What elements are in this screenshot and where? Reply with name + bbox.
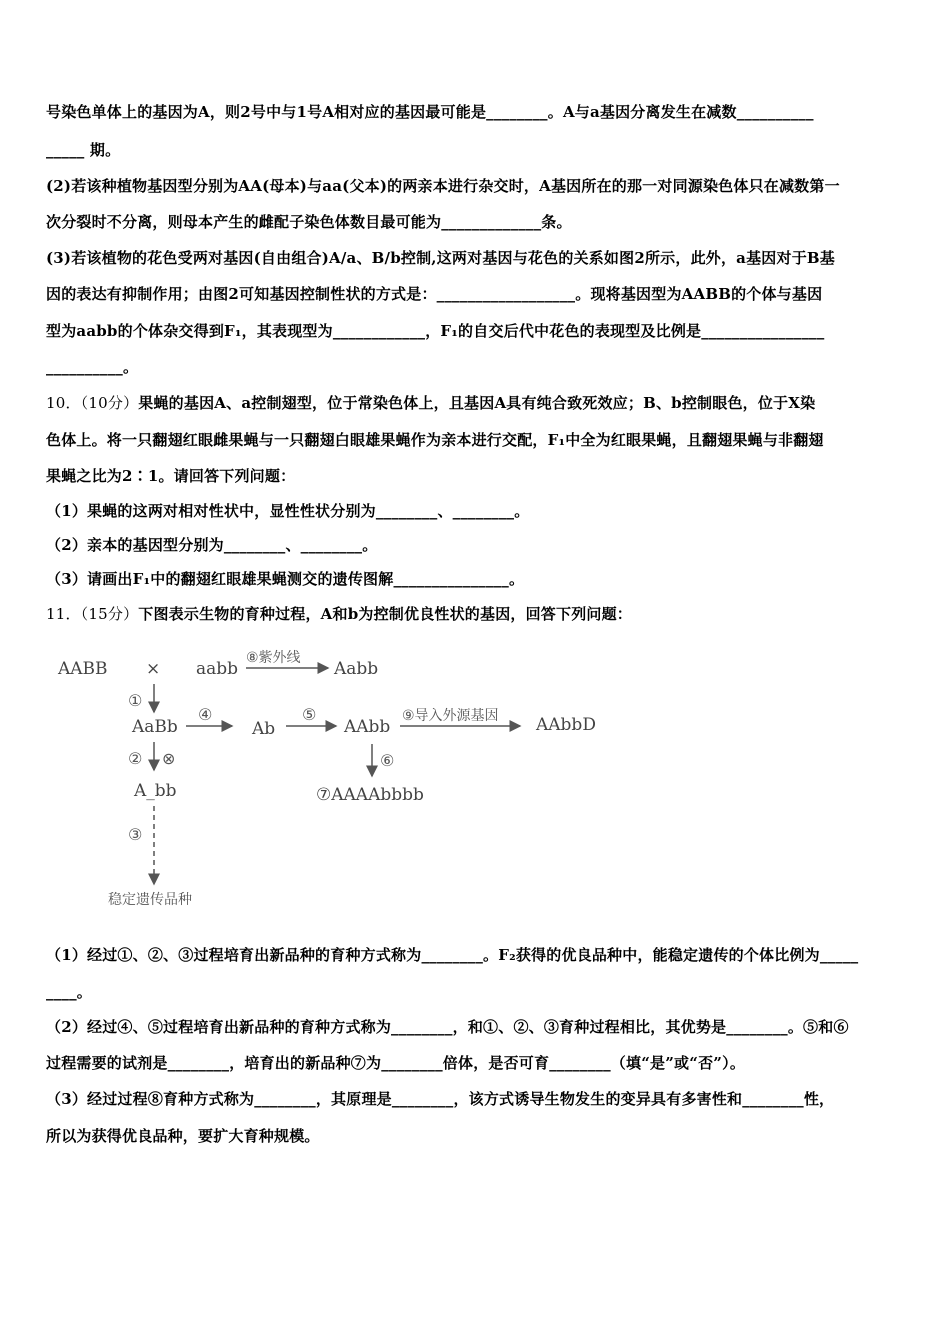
haploid-genotype: Ab xyxy=(252,719,276,739)
label-step-1: ① xyxy=(128,691,143,710)
breeding-process-diagram xyxy=(46,648,626,918)
q11-sub-1-line-2: ____。 xyxy=(46,983,93,1001)
q10-sub-3: （3）请画出F₁中的翻翅红眼雄果蝇测交的遗传图解_______________。 xyxy=(46,570,525,588)
q11-stem-text: 下图表示生物的育种过程，A和b为控制优良性状的基因，回答下列问题： xyxy=(138,605,633,623)
doubled-haploid-genotype: AAbb xyxy=(344,717,391,737)
parent-aabb-dominant: AABB xyxy=(58,659,108,679)
q11-sub-3-line-1: （3）经过过程⑧育种方式称为________，其原理是________，该方式诱导生物发生的变异具有多害性和________性， xyxy=(46,1090,835,1108)
product-uv-mutant: Aabb xyxy=(334,659,379,679)
label-step-2: ② xyxy=(128,749,143,768)
q10-sub-2: （2）亲本的基因型分别为________、________。 xyxy=(46,536,378,554)
label-step-6: ⑥ xyxy=(380,751,395,770)
q9-text-line-7: 型为aabb的个体杂交得到F₁，其表现型为____________，F₁的自交后代中花色的表现型及比例是________________ xyxy=(46,322,825,340)
q11-sub-2-line-1: （2）经过④、⑤过程培育出新品种的育种方式称为________，和①、②、③育种过程相比，其优势是________。⑤和⑥ xyxy=(46,1018,849,1036)
cross-symbol: × xyxy=(146,659,161,679)
f2-genotype: A_bb xyxy=(134,781,177,801)
stable-variety-label: 稳定遗传品种 xyxy=(108,892,192,908)
q9-text-line-8: __________。 xyxy=(46,358,139,376)
q10-number: 10．（10分） xyxy=(46,394,139,412)
label-step-5: ⑤ xyxy=(302,705,317,724)
q10-stem-text-1: 果蝇的基因A、a控制翅型，位于常染色体上，且基因A具有纯合致死效应；B、b控制眼色，位于X染 xyxy=(138,394,816,412)
q9-text-line-4: 次分裂时不分离，则母本产生的雌配子染色体数目最可能为_____________条。 xyxy=(46,213,572,231)
label-step-8: ⑧紫外线 xyxy=(246,650,301,666)
q11-number: 11．（15分） xyxy=(46,605,139,623)
q11-sub-1-line-1: （1）经过①、②、③过程培育出新品种的育种方式称为________。F₂获得的优良品种中，能稳定遗传的个体比例为_____ xyxy=(46,946,859,964)
tetraploid-genotype: ⑦AAAAbbbb xyxy=(316,785,424,805)
transgenic-genotype: AAbbD xyxy=(536,715,596,735)
f1-genotype: AaBb xyxy=(132,717,178,737)
q10-sub-1: （1）果蝇的这两对相对性状中，显性性状分别为________、________。 xyxy=(46,502,530,520)
q10-stem-line-1 xyxy=(46,393,815,413)
label-step-4: ④ xyxy=(198,705,213,724)
q10-stem-line-2: 色体上。将一只翻翅红眼雌果蝇与一只翻翅白眼雄果蝇作为亲本进行交配，F₁中全为红眼果蝇，且翻翅果蝇与非翻翅 xyxy=(46,431,824,449)
q11-sub-3-line-2: 所以为获得优良品种，要扩大育种规模。 xyxy=(46,1127,320,1145)
selfing-symbol: ⊗ xyxy=(162,749,176,768)
q11-stem-line xyxy=(46,604,632,624)
q9-text-line-2: _____ 期。 xyxy=(46,141,121,159)
q9-text-line-3: (2)若该种植物基因型分别为AA(母本)与aa(父本)的两亲本进行杂交时，A基因所在的那一对同源染色体只在减数第一 xyxy=(46,177,840,195)
parent-aabb-recessive: aabb xyxy=(196,659,239,679)
q9-text-line-5: (3)若该植物的花色受两对基因(自由组合)A/a、B/b控制,这两对基因与花色的关系如图2所示，此外，a基因对于B基 xyxy=(46,249,835,267)
label-step-9: ⑨导入外源基因 xyxy=(402,708,499,724)
q11-sub-2-line-2: 过程需要的试剂是________，培育出的新品种⑦为________倍体，是否可育________（填“是”或“否”）。 xyxy=(46,1054,746,1072)
label-step-3: ③ xyxy=(128,825,143,844)
q9-text-line-6: 因的表达有抑制作用；由图2可知基因控制性状的方式是：__________________。现将基因型为AABB的个体与基因 xyxy=(46,285,823,303)
q10-stem-line-3: 果蝇之比为2∶1。请回答下列问题： xyxy=(46,467,296,485)
q9-text-line-1: 号染色单体上的基因为A，则2号中与1号A相对应的基因最可能是________。A与a基因分离发生在减数__________ xyxy=(46,103,814,121)
